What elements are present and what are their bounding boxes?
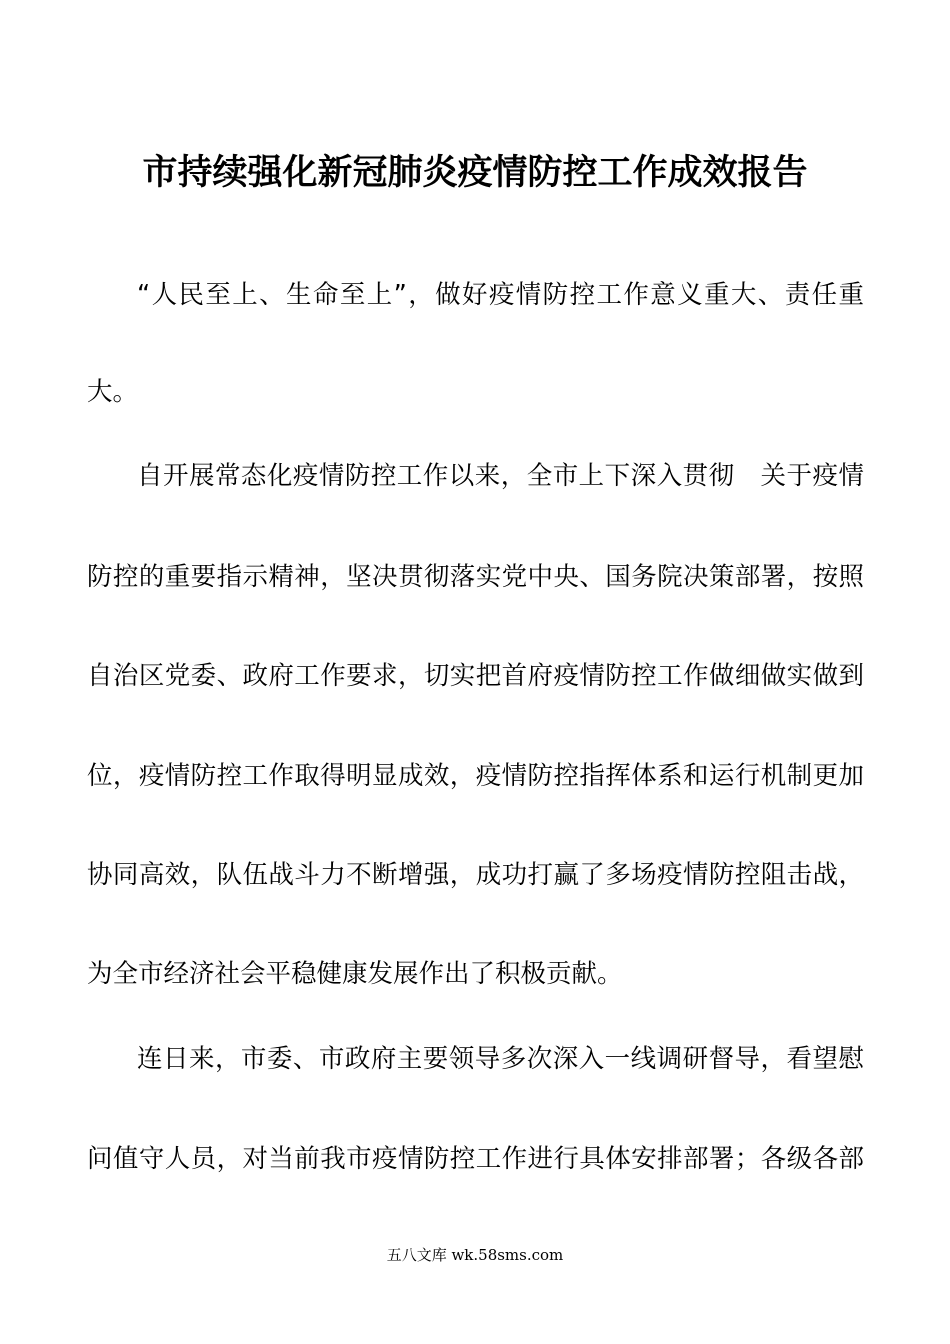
paragraph-3-line-1: 连日来，市委、市政府主要领导多次深入一线调研督导，看望慰	[137, 1044, 864, 1074]
paragraph-2-line-1: 自开展常态化疫情防控工作以来，全市上下深入贯彻 关于疫情	[137, 461, 864, 491]
document-title: 市持续强化新冠肺炎疫情防控工作成效报告	[142, 153, 808, 193]
paragraph-1-line-1: “人民至上、生命至上”，做好疫情防控工作意义重大、责任重	[137, 280, 864, 310]
paragraph-3-line-2: 问值守人员，对当前我市疫情防控工作进行具体安排部署；各级各部	[87, 1144, 864, 1174]
paragraph-2-line-3: 自治区党委、政府工作要求，切实把首府疫情防控工作做细做实做到	[87, 661, 864, 691]
footer-watermark-text: 五八文库 wk.58sms.com	[386, 1246, 564, 1264]
paragraph-1-line-2: 大。	[87, 377, 139, 407]
paragraph-2-line-5: 协同高效，队伍战斗力不断增强，成功打赢了多场疫情防控阻击战，	[87, 860, 864, 890]
paragraph-2-line-6: 为全市经济社会平稳健康发展作出了积极贡献。	[87, 959, 623, 989]
paragraph-2-line-2: 防控的重要指示精神，坚决贯彻落实党中央、国务院决策部署，按照	[87, 562, 864, 592]
paragraph-2-line-4: 位，疫情防控工作取得明显成效，疫情防控指挥体系和运行机制更加	[87, 761, 864, 791]
